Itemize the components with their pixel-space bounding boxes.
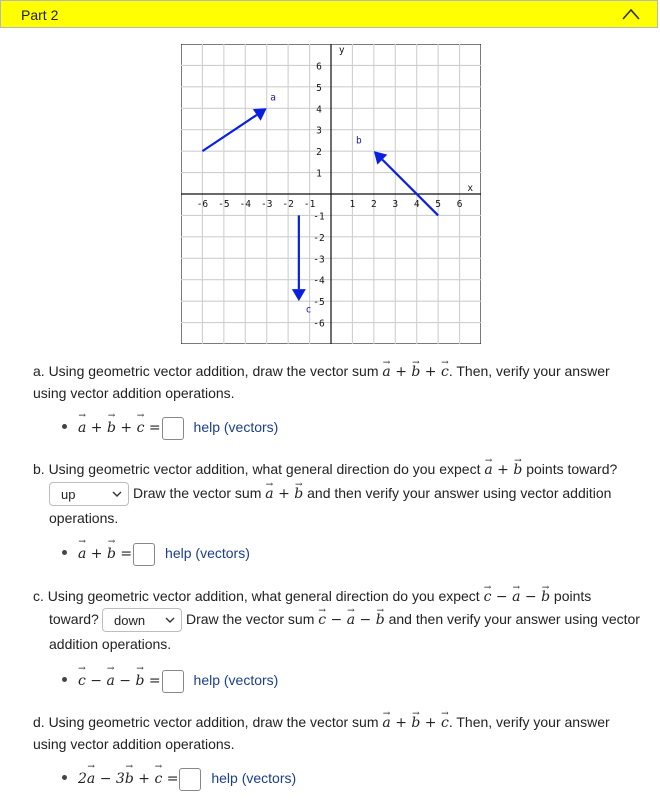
x-tick-label: -3 xyxy=(260,199,273,210)
chevron-down-icon xyxy=(165,616,175,624)
part-title: Part 2 xyxy=(21,7,59,23)
question-c-line2b: Draw the vector sum c → − a → − b → and then verify your answer using vector xyxy=(186,609,656,631)
y-tick-label: -3 xyxy=(313,254,325,266)
x-tick-label: 2 xyxy=(370,199,377,210)
y-tick-label: -4 xyxy=(313,275,325,287)
x-tick-label: 3 xyxy=(392,199,399,210)
answer-row-d xyxy=(62,768,296,791)
y-tick-label: -6 xyxy=(313,318,325,330)
help-link-b[interactable]: help (vectors) xyxy=(165,545,250,562)
answer-input-b[interactable] xyxy=(133,543,155,566)
y-tick-label: -1 xyxy=(313,211,325,223)
direction-select-c[interactable] xyxy=(102,608,182,632)
x-tick-label: -5 xyxy=(218,199,230,210)
direction-select-c-value: down xyxy=(114,613,146,628)
question-b-line2: Draw the vector sum a → + b → and then verify your answer using vector addition xyxy=(133,483,633,505)
answer-row-c xyxy=(62,670,278,693)
y-tick-label: 6 xyxy=(316,61,322,73)
answer-label-b: a → + b → = xyxy=(78,546,132,562)
x-tick-label: -4 xyxy=(239,199,252,210)
question-c-line3: addition operations. xyxy=(49,636,172,652)
x-tick-label: -2 xyxy=(282,199,294,210)
help-link-c[interactable]: help (vectors) xyxy=(193,672,279,689)
question-c-line2a: toward? xyxy=(49,611,99,627)
question-b: b. Using geometric vector addition, what general direction do you expect a → + b → points toward? xyxy=(33,459,648,481)
y-tick-label: -5 xyxy=(313,297,325,309)
answer-input-a[interactable] xyxy=(162,417,184,440)
question-d: d. Using geometric vector addition, draw the vector sum a → + b → + c →. Then, verify your answer using vector addition operations. xyxy=(33,712,633,755)
direction-select-b[interactable] xyxy=(49,482,129,506)
y-axis-label: y xyxy=(338,45,345,56)
answer-row-a xyxy=(62,417,278,440)
y-tick-label: -2 xyxy=(313,232,325,244)
y-tick-label: 5 xyxy=(316,82,322,94)
vector-a-label: a xyxy=(270,92,277,104)
answer-label-a: a → + b → + c → = xyxy=(78,420,161,436)
question-b-line3: operations. xyxy=(49,510,119,526)
chevron-up-icon[interactable] xyxy=(621,7,641,21)
answer-input-c[interactable] xyxy=(162,670,184,693)
x-axis-label: x xyxy=(467,183,474,194)
vector-c-label: c xyxy=(305,304,312,316)
direction-select-b-value: up xyxy=(61,487,76,502)
x-tick-label: 5 xyxy=(435,199,442,210)
y-tick-label: 4 xyxy=(316,104,322,116)
y-tick-label: 1 xyxy=(316,168,322,180)
part-header[interactable] xyxy=(0,0,658,28)
y-tick-label: 2 xyxy=(316,147,322,159)
chevron-down-icon xyxy=(112,490,122,498)
question-a: a. Using geometric vector addition, draw the vector sum a → + b → + c →. Then, verify your answer using vector addition operations. xyxy=(33,361,633,404)
help-link-a[interactable]: help (vectors) xyxy=(193,419,279,436)
answer-label-c: c → − a → − b → = xyxy=(78,673,161,689)
expr-a-b-c: a → + b → + c → xyxy=(382,364,448,380)
x-tick-label: -6 xyxy=(196,199,209,210)
help-link-d[interactable]: help (vectors) xyxy=(211,770,297,787)
vector-b-label: b xyxy=(355,135,362,147)
answer-row-b xyxy=(62,543,250,566)
vector-graph xyxy=(181,44,481,344)
x-tick-label: 6 xyxy=(456,199,463,210)
x-tick-label: 1 xyxy=(349,199,356,210)
x-tick-label: 4 xyxy=(413,199,420,210)
x-tick-label: -1 xyxy=(303,199,316,210)
answer-label-d: 2a → − 3b → + c → = xyxy=(78,771,178,787)
answer-input-d[interactable] xyxy=(179,768,201,791)
question-c: c. Using geometric vector addition, what general direction do you expect c → − a → − b → points xyxy=(33,586,648,608)
y-tick-label: 3 xyxy=(316,125,322,137)
